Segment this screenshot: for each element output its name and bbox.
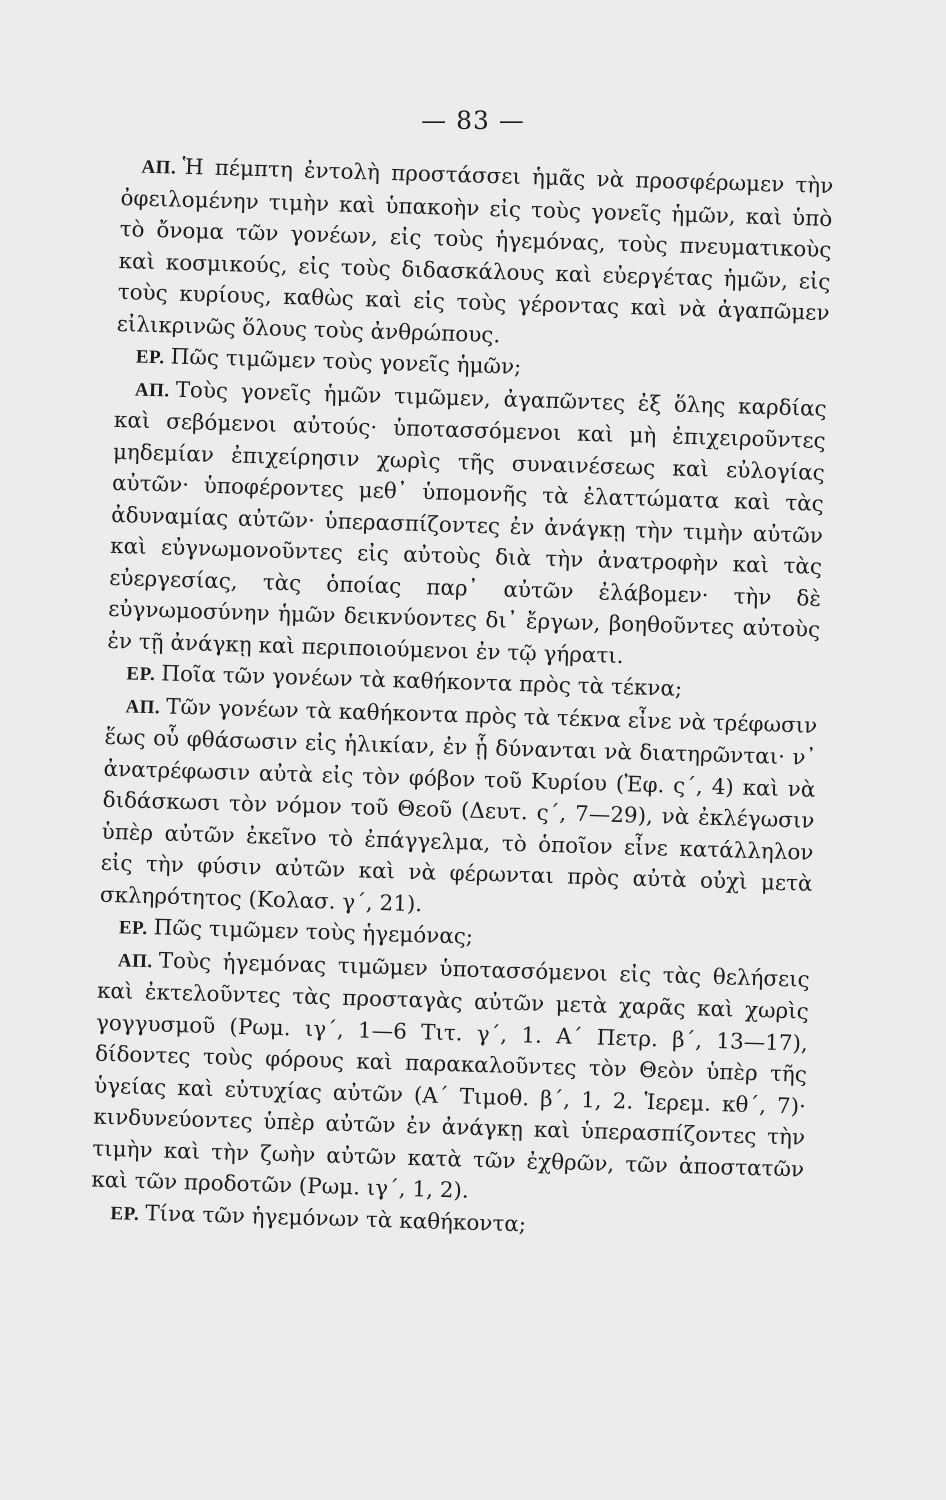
answer-label: ΑΠ.	[117, 949, 154, 972]
answer-text: Τοὺς γονεῖς ἡμῶν τιμῶμεν, ἀγαπῶντες ἐξ ὅλης καρδίας καὶ σεβόμενοι αὐτούς· ὑποτασσόμενοι καὶ μὴ ἐπιχειροῦντες μηδεμίαν ἐπιχείρησιν χωρὶς τῆς συναινέσεως καὶ εὐλογίας αὐτῶν· ὑποφέροντες μεθ᾽ ὑπομονῆς τὰ ἐλαττώματα καὶ τὰς ἀδυναμίας αὐτῶν· ὑπερασπίζοντες ἐν ἀνάγκῃ τὴν τιμὴν αὐτῶν καὶ εὐγνωμονοῦντες εἰς αὐτοὺς διὰ τὴν ἀνατροφὴν καὶ τὰς εὐεργεσίας, τὰς ὁποίας παρ᾽ αὐτῶν ἐλάβομεν· τὴν δὲ εὐγνωμοσύνην ἡμῶν δεικνύοντες δι᾽ ἔργων, βοηθοῦντες αὐτοὺς ἐν τῇ ἀνάγκῃ καὶ περιποιούμενοι ἐν τῷ γήρατι.	[107, 377, 827, 669]
question-text: Πῶς τιμῶμεν τοὺς ἡγεμόνας;	[153, 915, 474, 950]
answer-text: Ἡ πέμπτη ἐντολὴ προστάσσει ἡμᾶς νὰ προσφέρωμεν τὴν ὀφειλομένην τιμὴν καὶ ὑπακοὴν εἰς τοὺς γονεῖς ἡμῶν, καὶ ὑπὸ τὸ ὄνομα τῶν γονέων, εἰς τοὺς ἡγεμόνας, τοὺς πνευματικοὺς καὶ κοσμικούς, εἰς τοὺς διδασκάλους καὶ εὐεργέτας ἡμῶν, εἰς τοὺς κυρίους, καθὼς καὶ εἰς τοὺς γέροντας καὶ νὰ ἀγαπῶμεν εἰλικρινῶς ὅλους τοὺς ἀνθρώπους.	[116, 154, 834, 348]
answer-text: Τοὺς ἡγεμόνας τιμῶμεν ὑποτασσόμενοι εἰς τὰς θελήσεις καὶ ἐκτελοῦντες τὰς προσταγὰς αὐτῶν μετὰ χαρᾶς καὶ χωρὶς γογγυσμοῦ (Ρωμ. ιγ΄, 1—6 Τιτ. γ΄, 1. Α΄ Πετρ. β΄, 13—17), δίδοντες τοὺς φόρους καὶ παρακαλοῦντες τὸν Θεὸν ὑπὲρ τῆς ὑγείας καὶ εὐτυχίας αὐτῶν (Α΄ Τιμοθ. β΄, 1, 2. Ἱερεμ. κθ΄, 7)· κινδυνεύοντες ὑπὲρ αὐτῶν ἐν ἀνάγκῃ καὶ ὑπερασπίζοντες τὴν τιμὴν καὶ τὴν ζωὴν αὐτῶν κατὰ τῶν ἐχθρῶν, τῶν ἀποστατῶν καὶ τῶν προδοτῶν (Ρωμ. ιγ΄, 1, 2).	[91, 947, 811, 1204]
question-label: ΕΡ.	[110, 1202, 140, 1225]
answer-paragraph	[99, 689, 817, 932]
answer-label: ΑΠ.	[134, 378, 170, 402]
question-text: Πῶς τιμῶμεν τοὺς γονεῖς ἡμῶν;	[170, 344, 522, 380]
answer-label: ΑΠ.	[125, 695, 161, 718]
answer-label: ΑΠ.	[141, 156, 177, 179]
question-label: ΕΡ.	[126, 663, 156, 686]
answer-paragraph	[91, 943, 810, 1217]
answer-paragraph	[116, 150, 833, 361]
question-text: Τίνα τῶν ἡγεμόνων τὰ καθήκοντα;	[144, 1200, 527, 1237]
page-number: — 83 —	[421, 106, 525, 135]
answer-paragraph	[107, 372, 827, 677]
catechism-text	[90, 150, 834, 1250]
answer-text: Τῶν γονέων τὰ καθήκοντα πρὸς τὰ τέκνα εἶνε νὰ τρέφωσιν ἕως οὗ φθάσωσιν εἰς ἡλικίαν, ἐν ᾗ δύνανται νὰ διατηρῶνται· ν᾽ ἀνατρέφωσιν αὐτὰ εἰς τὸν φόβον τοῦ Κυρίου (Ἐφ. ς΄, 4) καὶ νὰ διδάσκωσι τὸν νόμον τοῦ Θεοῦ (Δευτ. ς΄, 7—29), νὰ ἐκλέγωσιν ὑπὲρ αὐτῶν ἐκεῖνο τὸ ἐπάγγελμα, τὸ ὁποῖον εἶνε κατάλληλον εἰς τὴν φύσιν αὐτῶν καὶ νὰ φέρωνται πρὸς αὐτὰ οὐχὶ μετὰ σκληρότητος (Κολασ. γ΄, 21).	[99, 694, 818, 917]
question-label: ΕΡ.	[118, 917, 149, 940]
question-label: ΕΡ.	[135, 346, 165, 369]
question-text: Ποῖα τῶν γονέων τὰ καθήκοντα πρὸς τὰ τέκνα;	[160, 661, 683, 702]
